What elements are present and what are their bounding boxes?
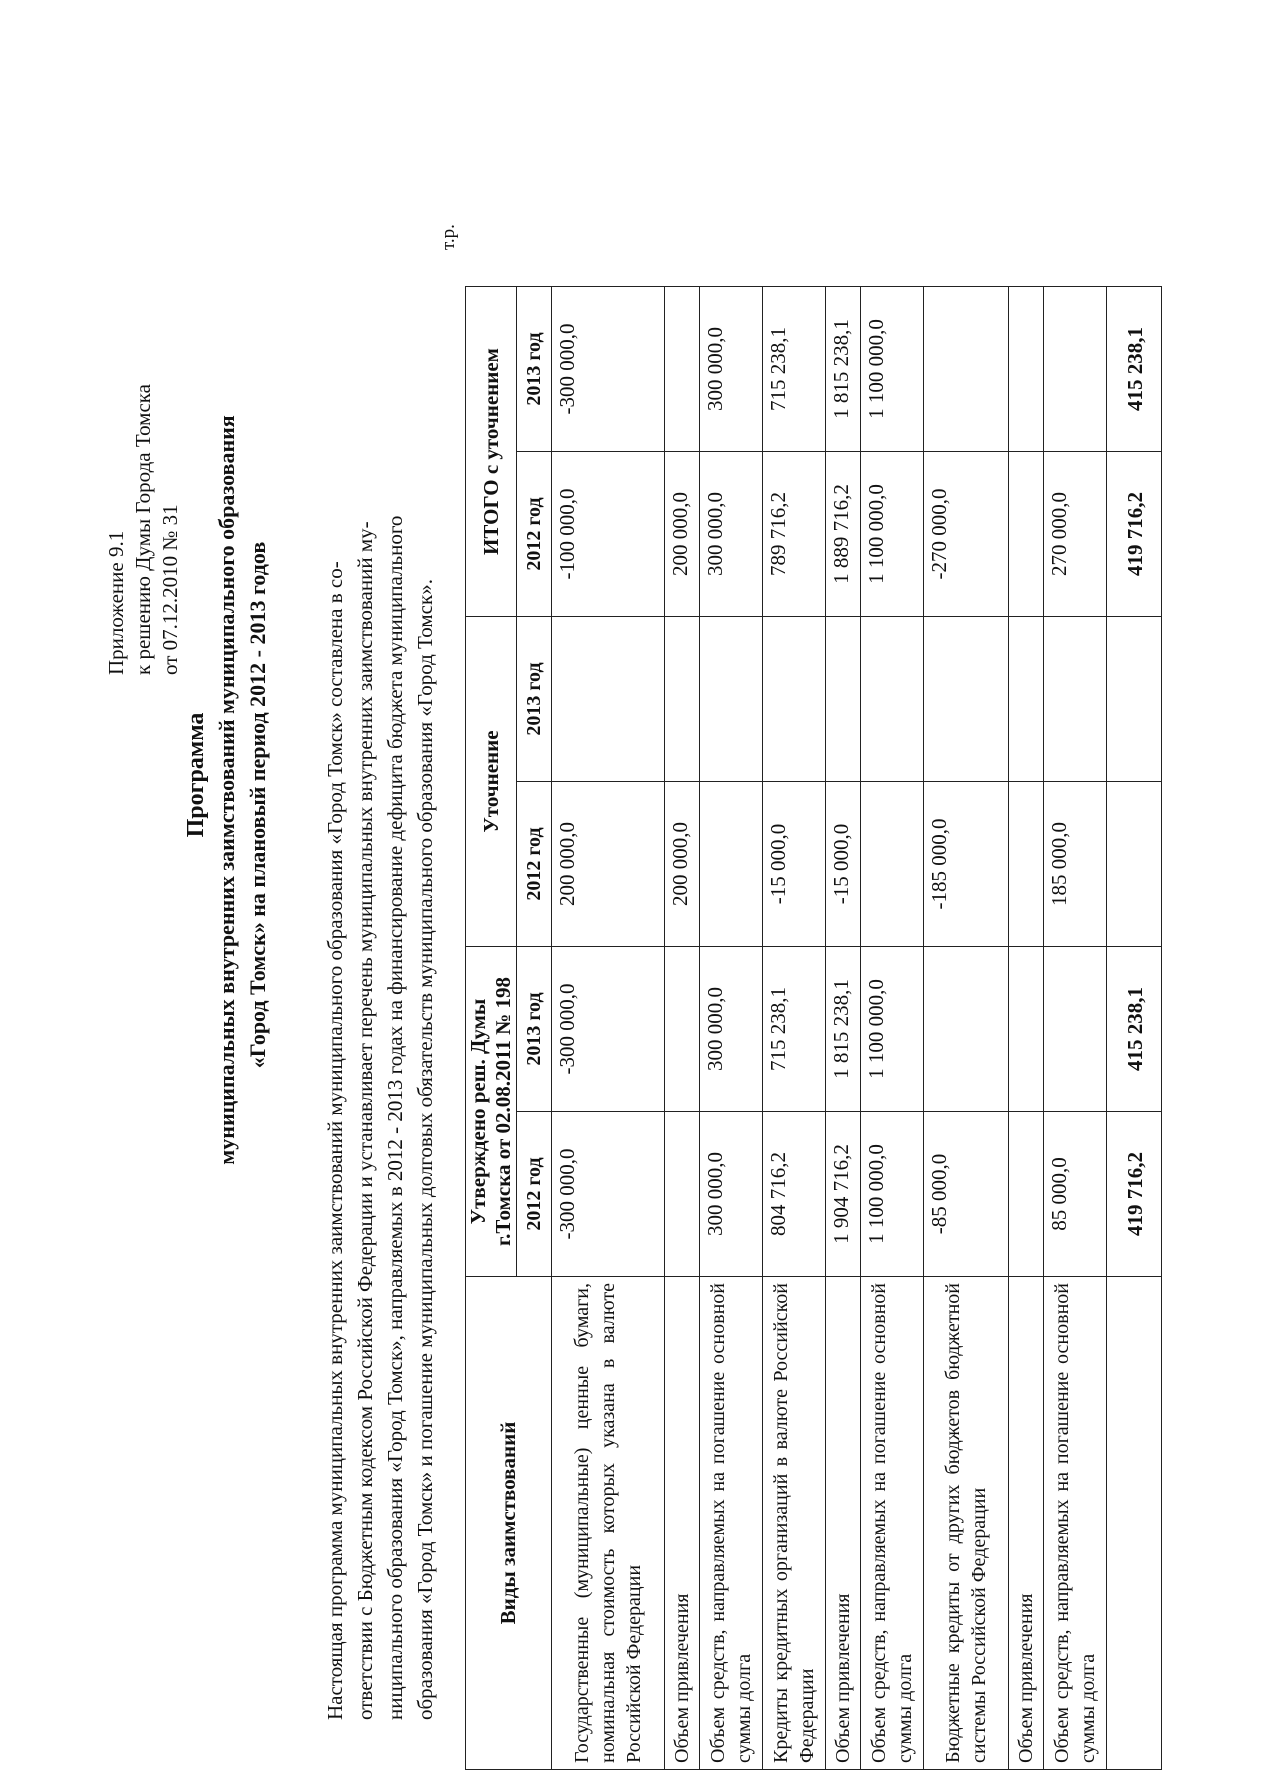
cell-approved-2012 — [665, 1112, 700, 1277]
cell-approved-2013 — [924, 947, 1009, 1112]
cell-clarification-2012: 200 000,0 — [665, 782, 700, 947]
appendix-line-1: Приложение 9.1 — [104, 530, 128, 675]
cell-total-2012: 789 716,2 — [763, 452, 826, 617]
cell-total-2013 — [665, 287, 700, 452]
header-approved-2013: 2013 год — [517, 947, 552, 1112]
cell-total-2013: 300 000,0 — [700, 287, 763, 452]
cell-total-2012: 200 000,0 — [665, 452, 700, 617]
cell-clarification-2012 — [861, 782, 924, 947]
cell-total-2012: -100 000,0 — [552, 452, 665, 617]
cell-total-2012: -270 000,0 — [924, 452, 1009, 617]
table-row — [924, 287, 1009, 1770]
table-row — [665, 287, 700, 1770]
header-total-2012: 2012 год — [517, 452, 552, 617]
row-desc: Объем средств, направляемых на погашение основной суммы долга — [861, 1277, 924, 1770]
intro-line-4: образования «Город Томск» и погашение муниципальных долговых обязательств муниципального образования «Город Томск». — [413, 579, 437, 1720]
cell-clarification-2013 — [1009, 617, 1044, 782]
table-header-row — [466, 287, 517, 1770]
cell-total-2012: 1 100 000,0 — [861, 452, 924, 617]
appendix-line-2: к решению Думы Города Томска — [131, 384, 155, 675]
cell-total-2013 — [1009, 287, 1044, 452]
row-desc: Бюджетные кредиты от других бюджетов бюджетной системы Российской Федерации — [924, 1277, 1009, 1770]
table-row — [552, 287, 665, 1770]
cell-total-2013: 715 238,1 — [763, 287, 826, 452]
header-approved-line-2: г.Томска от 02.08.2011 № 198 — [491, 977, 515, 1246]
cell-clarification-2013 — [665, 617, 700, 782]
cell-approved-2012: 419 716,2 — [1107, 1112, 1162, 1277]
header-total-2013: 2013 год — [517, 287, 552, 452]
header-clarification-2013: 2013 год — [517, 617, 552, 782]
table-total-row — [1107, 287, 1162, 1770]
header-clarification-2012: 2012 год — [517, 782, 552, 947]
cell-approved-2013 — [665, 947, 700, 1112]
header-approved — [466, 947, 517, 1277]
cell-approved-2012: -300 000,0 — [552, 1112, 665, 1277]
document-title: Программа — [183, 712, 209, 838]
cell-approved-2013: -300 000,0 — [552, 947, 665, 1112]
cell-total-2013: 1 100 000,0 — [861, 287, 924, 452]
cell-approved-2012: 300 000,0 — [700, 1112, 763, 1277]
cell-clarification-2013 — [1107, 617, 1162, 782]
cell-total-2013: -300 000,0 — [552, 287, 665, 452]
cell-total-2012 — [1009, 452, 1044, 617]
table-row — [763, 287, 826, 1770]
unit-label: т.р. — [438, 224, 459, 250]
cell-approved-2012: 1 904 716,2 — [826, 1112, 861, 1277]
row-desc: Объем привлечения — [665, 1277, 700, 1770]
header-clarification: Уточнение — [466, 617, 517, 947]
intro-line-1: Настоящая программа муниципальных внутренних заимствований муниципального образования «Город Томск» составлена в со- — [323, 561, 347, 1720]
row-desc: Объем средств, направляемых на погашение основной суммы долга — [700, 1277, 763, 1770]
cell-approved-2012: -85 000,0 — [924, 1112, 1009, 1277]
row-desc: Объем средств, направляемых на погашение основной суммы долга — [1044, 1277, 1107, 1770]
header-approved-line-1: Утверждено реш. Думы — [466, 998, 490, 1225]
cell-clarification-2013 — [826, 617, 861, 782]
row-desc: Государственные (муниципальные) ценные бумаги, номинальная стоимость которых указана в валюте Российской Федерации — [552, 1277, 665, 1770]
cell-approved-2013: 415 238,1 — [1107, 947, 1162, 1112]
cell-clarification-2013 — [861, 617, 924, 782]
cell-total-2012: 270 000,0 — [1044, 452, 1107, 617]
cell-approved-2013: 715 238,1 — [763, 947, 826, 1112]
cell-clarification-2012: 185 000,0 — [1044, 782, 1107, 947]
cell-total-2013 — [924, 287, 1009, 452]
borrowings-table — [465, 286, 1162, 1770]
cell-approved-2013: 300 000,0 — [700, 947, 763, 1112]
cell-approved-2012: 804 716,2 — [763, 1112, 826, 1277]
cell-clarification-2012: 200 000,0 — [552, 782, 665, 947]
cell-approved-2012 — [1009, 1112, 1044, 1277]
header-types: Виды заимствований — [466, 1277, 552, 1770]
cell-clarification-2013 — [700, 617, 763, 782]
document-subtitle-2: «Город Томск» на плановый период 2012 - 2013 годов — [245, 541, 270, 1069]
cell-clarification-2012: -15 000,0 — [763, 782, 826, 947]
cell-approved-2013 — [1044, 947, 1107, 1112]
cell-total-2012: 1 889 716,2 — [826, 452, 861, 617]
cell-total-2012: 300 000,0 — [700, 452, 763, 617]
appendix-header — [103, 384, 184, 675]
row-desc — [1107, 1277, 1162, 1770]
header-total: ИТОГО с уточнением — [466, 287, 517, 617]
table-row — [826, 287, 861, 1770]
cell-total-2013: 415 238,1 — [1107, 287, 1162, 452]
cell-clarification-2012 — [1009, 782, 1044, 947]
row-desc: Объем привлечения — [1009, 1277, 1044, 1770]
cell-clarification-2012: -185 000,0 — [924, 782, 1009, 947]
cell-clarification-2012 — [1107, 782, 1162, 947]
header-approved-2012: 2012 год — [517, 1112, 552, 1277]
document-subtitle-1: муниципальных внутренних заимствований муниципального образования — [214, 415, 239, 1165]
cell-clarification-2013 — [763, 617, 826, 782]
cell-approved-2013 — [1009, 947, 1044, 1112]
cell-approved-2013: 1 100 000,0 — [861, 947, 924, 1112]
row-desc: Объем привлечения — [826, 1277, 861, 1770]
row-desc: Кредиты кредитных организаций в валюте Российской Федерации — [763, 1277, 826, 1770]
cell-approved-2012: 85 000,0 — [1044, 1112, 1107, 1277]
cell-clarification-2012: -15 000,0 — [826, 782, 861, 947]
table-row — [700, 287, 763, 1770]
intro-line-3: ниципального образования «Город Томск», направляемых в 2012 - 2013 годах на финансирование дефицита бюджета муниципального — [383, 515, 407, 1720]
cell-clarification-2013 — [924, 617, 1009, 782]
appendix-line-3: от 07.12.2010 № 31 — [158, 504, 182, 675]
intro-line-2: ответствии с Бюджетным кодексом Российской Федерации и устанавливает перечень муниципальных внутренних заимствований му- — [353, 521, 377, 1720]
cell-clarification-2013 — [1044, 617, 1107, 782]
cell-total-2012: 419 716,2 — [1107, 452, 1162, 617]
cell-total-2013 — [1044, 287, 1107, 452]
cell-clarification-2013 — [552, 617, 665, 782]
table-row — [1009, 287, 1044, 1770]
table-row — [861, 287, 924, 1770]
cell-approved-2012: 1 100 000,0 — [861, 1112, 924, 1277]
table-row — [1044, 287, 1107, 1770]
cell-clarification-2012 — [700, 782, 763, 947]
cell-approved-2013: 1 815 238,1 — [826, 947, 861, 1112]
intro-paragraph — [320, 516, 440, 1720]
cell-total-2013: 1 815 238,1 — [826, 287, 861, 452]
